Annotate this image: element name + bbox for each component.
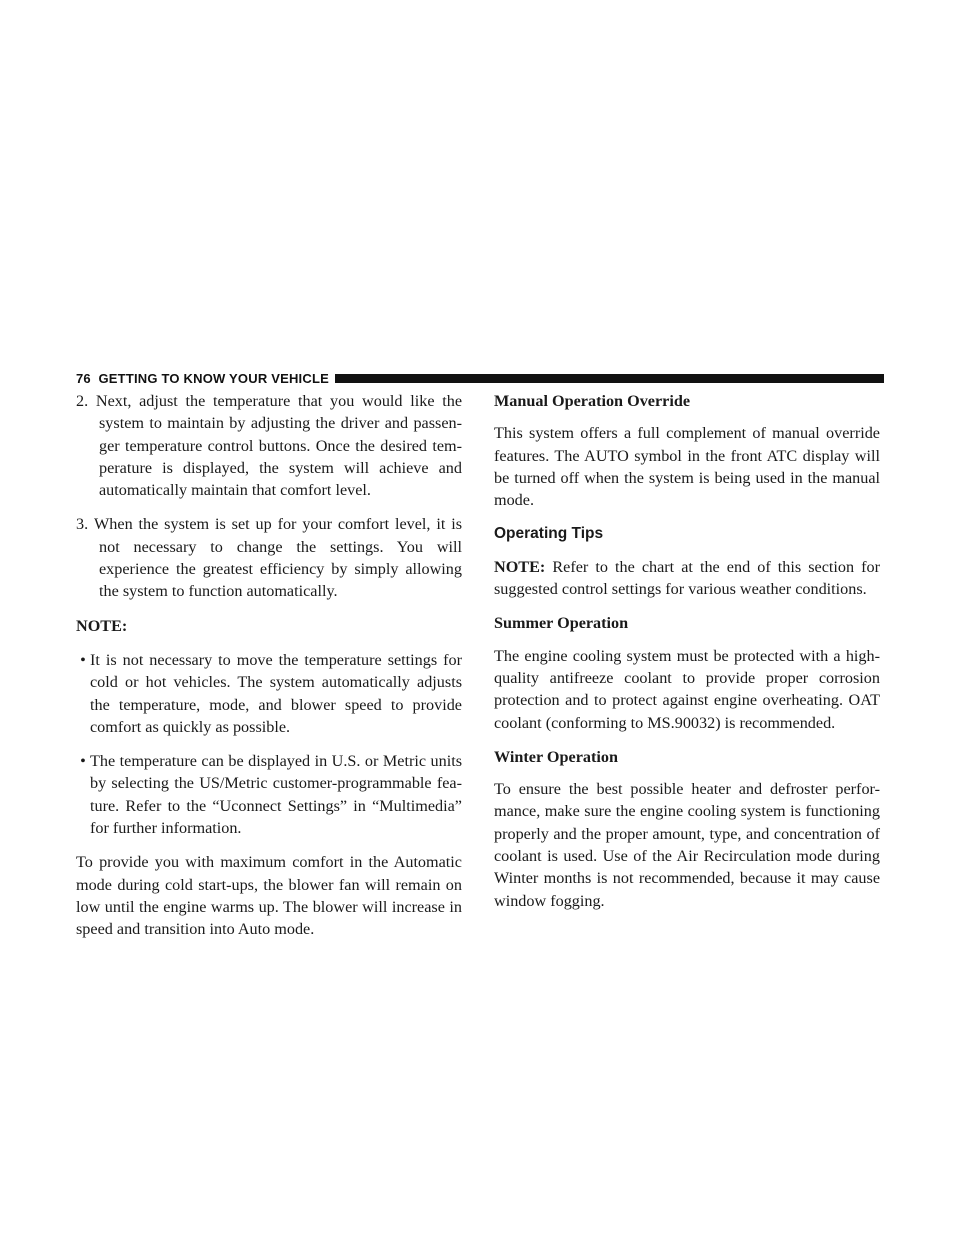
manual-override-heading: Manual Operation Override [494,392,691,410]
list-item [76,649,462,738]
header-rule [335,374,884,383]
page-header [76,370,884,386]
step-3-text: When the system is set up for your comfort level, it is not necessary to change the settings. You will experience the greatest efficiency by simply allowing the system to function automatically. [94,515,462,601]
step-2-text: Next, adjust the temperature that you would like the system to maintain by adjusting the driver and passen- ger temperature control buttons. Once the desired tem- perature is displayed, the system will achieve and automatically maintain that comfort level. [95,392,463,500]
bullet-text: The temperature can be displayed in U.S. or Metric units by selecting the US/Metric customer-programmable fea- ture. Refer to the “Uconnect Settings” in “Multimedia” for further information. [90,752,462,838]
list-item [76,750,462,839]
manual-override-text: This system offers a full complement of manual override features. The AUTO symbol in the front ATC display will be turned off when the system is being used in the manual mode. [494,424,880,510]
section-title: GETTING TO KNOW YOUR VEHICLE [98,370,329,386]
summer-operation-heading: Summer Operation [494,614,629,633]
step-3-number: 3. [76,515,89,534]
right-column [494,390,880,924]
bullet-text: It is not necessary to move the temperature settings for cold or hot vehicles. The system automatically adjusts the temperature, mode, and blower speed to provide comfort as quickly as possible. [90,650,462,736]
operating-tips-note [494,556,880,601]
summer-operation-text: The engine cooling system must be protected with a high-quality antifreeze coolant to provide proper corrosion protection and to protect against engine overheating. OAT coolant (conforming to MS.90032) is recommended. [494,646,880,732]
step-2 [76,390,462,501]
header-label [76,371,329,386]
winter-operation-heading: Winter Operation [494,747,618,766]
auto-mode-paragraph: To provide you with maximum comfort in the Automatic mode during cold start-ups, the blower fan will remain on low until the engine warms up. The blower will increase in speed and transition into Auto mode. [76,853,462,939]
note-label: NOTE: [494,557,546,576]
bullet-icon: • [80,650,86,669]
operating-tips-heading: Operating Tips [494,525,604,543]
bullet-icon: • [80,752,86,771]
winter-operation-text: To ensure the best possible heater and defroster perfor- mance, make sure the engine cooling system is functioning properly and the proper amount, type, and concentration of coolant is used. Use of the Air Recirculation mode during Winter months is not recommended, because it may cause window fogging. [494,780,880,910]
page-number: 76 [76,370,91,386]
step-2-number: 2. [76,392,89,410]
step-3 [76,513,462,602]
note-heading: NOTE: [76,616,128,635]
left-column [76,390,462,953]
note-text: Refer to the chart at the end of this section for suggested control settings for various weather conditions. [494,557,880,599]
